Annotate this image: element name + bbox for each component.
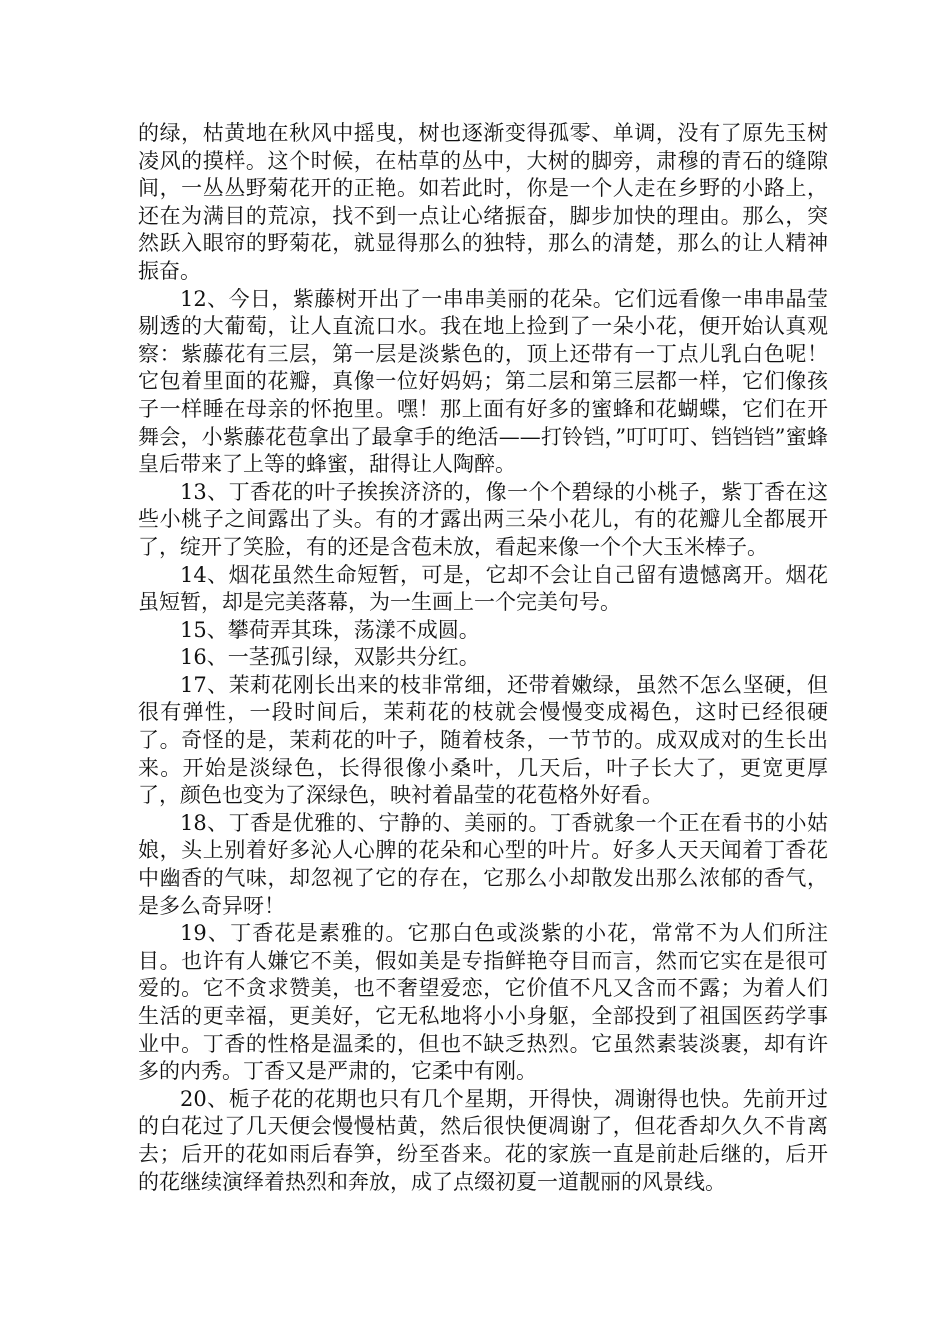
- paragraph-16: 16、一茎孤引绿，双影共分红。: [180, 645, 480, 670]
- paragraph-continuation: 的绿，枯黄地在秋风中摇曳，树也逐渐变得孤零、单调，没有了原先玉树凌风的摸样。这个时候，在枯草的丛中，大树的脚旁，肃穆的青石的缝隙间，一丛丛野菊花开的正艳。如若此时，你是一个人走在乡野的小路上，还在为满目的荒凉，找不到一点让心绪振奋，脚步加快的理由。那么，突然跃入眼帘的野菊花，就显得那么的独特，那么的清楚，那么的让人精神振奋。: [138, 121, 828, 283]
- paragraph-13: 13、丁香花的叶子挨挨济济的，像一个个碧绿的小桃子，紫丁香在这些小桃子之间露出了头。有的才露出两三朵小花儿，有的花瓣儿全都展开了，绽开了笑脸，有的还是含苞未放，看起来像一个个大玉米棒子。: [138, 479, 828, 559]
- paragraph-18: 18、丁香是优雅的、宁静的、美丽的。丁香就象一个正在看书的小姑娘，头上别着好多沁人心脾的花朵和心型的叶片。好多人天天闻着丁香花中幽香的气味，却忽视了它的存在，它那么小却散发出那么浓郁的香气，是多么奇异呀！: [138, 810, 828, 918]
- document-page: [138, 120, 828, 1196]
- paragraph-15: 15、攀荷弄其珠，荡漾不成圆。: [180, 617, 480, 642]
- paragraph-12: 12、今日，紫藤树开出了一串串美丽的花朵。它们远看像一串串晶莹剔透的大葡萄，让人直流口水。我在地上捡到了一朵小花，便开始认真观察：紫藤花有三层，第一层是淡紫色的，顶上还带有一丁点儿乳白色呢！它包着里面的花瓣，真像一位好妈妈；第二层和第三层都一样，它们像孩子一样睡在母亲的怀抱里。嘿！那上面有好多的蜜蜂和花蝴蝶，它们在开舞会，小紫藤花苞拿出了最拿手的绝活——打铃铛，”叮叮叮、铛铛铛”蜜蜂皇后带来了上等的蜂蜜，甜得让人陶醉。: [138, 286, 828, 477]
- paragraph-19: 19、丁香花是素雅的。它那白色或淡紫的小花，常常不为人们所注目。也许有人嫌它不美，假如美是专指鲜艳夺目而言，然而它实在是很可爱的。它不贪求赞美，也不奢望爱恋，它价值不凡又含而不露；为着人们生活的更幸福，更美好，它无私地将小小身躯，全部投到了祖国医药学事业中。丁香的性格是温柔的，但也不缺乏热烈。它虽然素装淡裹，却有许多的内秀。丁香又是严肃的，它柔中有刚。: [138, 921, 828, 1084]
- paragraph-14: 14、烟花虽然生命短暂，可是，它却不会让自己留有遗憾离开。烟花虽短暂，却是完美落幕，为一生画上一个完美句号。: [138, 562, 828, 615]
- paragraph-17: 17、茉莉花刚长出来的枝非常细，还带着嫩绿，虽然不怎么坚硬，但很有弹性，一段时间后，茉莉花的枝就会慢慢变成褐色，这时已经很硬了。奇怪的是，茉莉花的叶子，随着枝条，一节节的。成双成对的生长出来。开始是淡绿色，长得很像小桑叶，几天后，叶子长大了，更宽更厚了，颜色也变为了深绿色，映衬着晶莹的花苞格外好看。: [138, 672, 828, 808]
- paragraph-20: 20、栀子花的花期也只有几个星期，开得快，凋谢得也快。先前开过的白花过了几天便会慢慢枯黄，然后很快便凋谢了，但花香却久久不肯离去；后开的花如雨后春笋，纷至沓来。花的家族一直是前赴后继的，后开的花继续演绎着热烈和奔放，成了点缀初夏一道靓丽的风景线。: [138, 1086, 828, 1194]
